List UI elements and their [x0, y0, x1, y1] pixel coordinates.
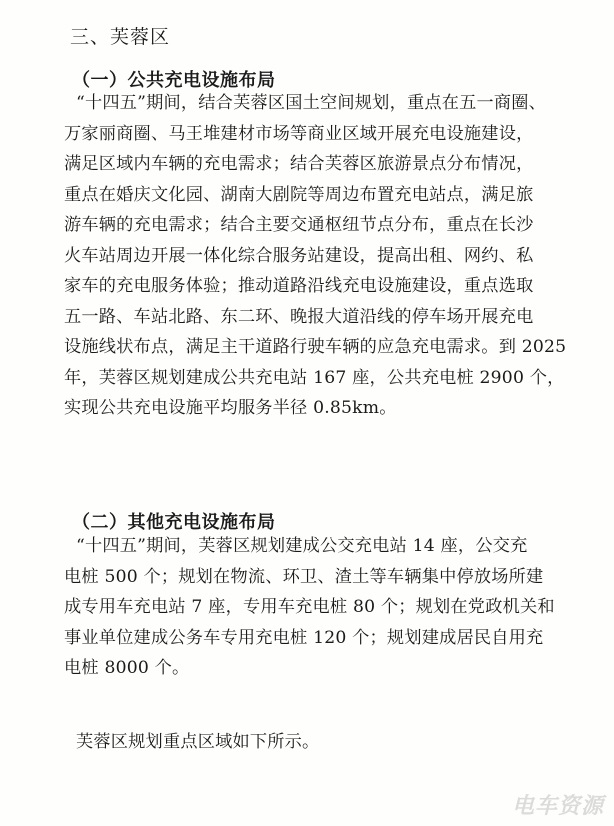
watermark-logo: 电车资源	[511, 794, 604, 819]
district-heading: 三、芙蓉区	[70, 26, 171, 48]
paragraph-line: “十四五”期间，结合芙蓉区国土空间规划，重点在五一商圈、	[76, 93, 547, 113]
paragraph-line: 事业单位建成公务车专用充电桩 120 个；规划建成居民自用充	[64, 627, 544, 648]
paragraph-line: 年，芙蓉区规划建成公共充电站 167 座，公共充电桩 2900 个，	[64, 367, 565, 388]
section2-paragraph	[64, 531, 555, 684]
paragraph-line: “十四五”期间，芙蓉区规划建成公交充电站 14 座，公交充	[76, 536, 528, 556]
closing-line: 芙蓉区规划重点区域如下所示。	[76, 732, 320, 752]
paragraph-line: 游车辆的充电需求；结合主要交通枢纽节点分布，重点在长沙	[64, 215, 534, 235]
section2-title: （二）其他充电设施布局	[72, 512, 276, 533]
paragraph-line: 重点在婚庆文化园、湖南大剧院等周边布置充电站点，满足旅	[64, 184, 534, 205]
paragraph-line: 五一路、车站北路、东二环、晚报大道沿线的停车场开展充电	[64, 306, 534, 327]
section1-paragraph	[64, 88, 566, 424]
paragraph-line: 万家丽商圈、马王堆建材市场等商业区域开展充电设施建设，	[64, 123, 534, 144]
paragraph-line: 火车站周边开展一体化综合服务站建设，提高出租、网约、私	[64, 245, 534, 266]
paragraph-line: 家车的充电服务体验；推动道路沿线充电设施建设，重点选取	[64, 276, 534, 296]
section1-title: （一）公共充电设施布局	[72, 70, 276, 91]
paragraph-line: 实现公共充电设施平均服务半径 0.85km。	[64, 398, 397, 418]
paragraph-line: 电桩 8000 个。	[64, 658, 190, 678]
paragraph-line: 电桩 500 个；规划在物流、环卫、渣土等车辆集中停放场所建	[64, 566, 544, 587]
paragraph-line: 设施线状布点，满足主干道路行驶车辆的应急充电需求。到 2025	[64, 337, 567, 357]
closing-paragraph	[76, 727, 319, 758]
paragraph-line: 满足区域内车辆的充电需求；结合芙蓉区旅游景点分布情况，	[64, 154, 534, 174]
paragraph-line: 成专用车充电站 7 座，专用车充电桩 80 个；规划在党政机关和	[64, 597, 555, 617]
